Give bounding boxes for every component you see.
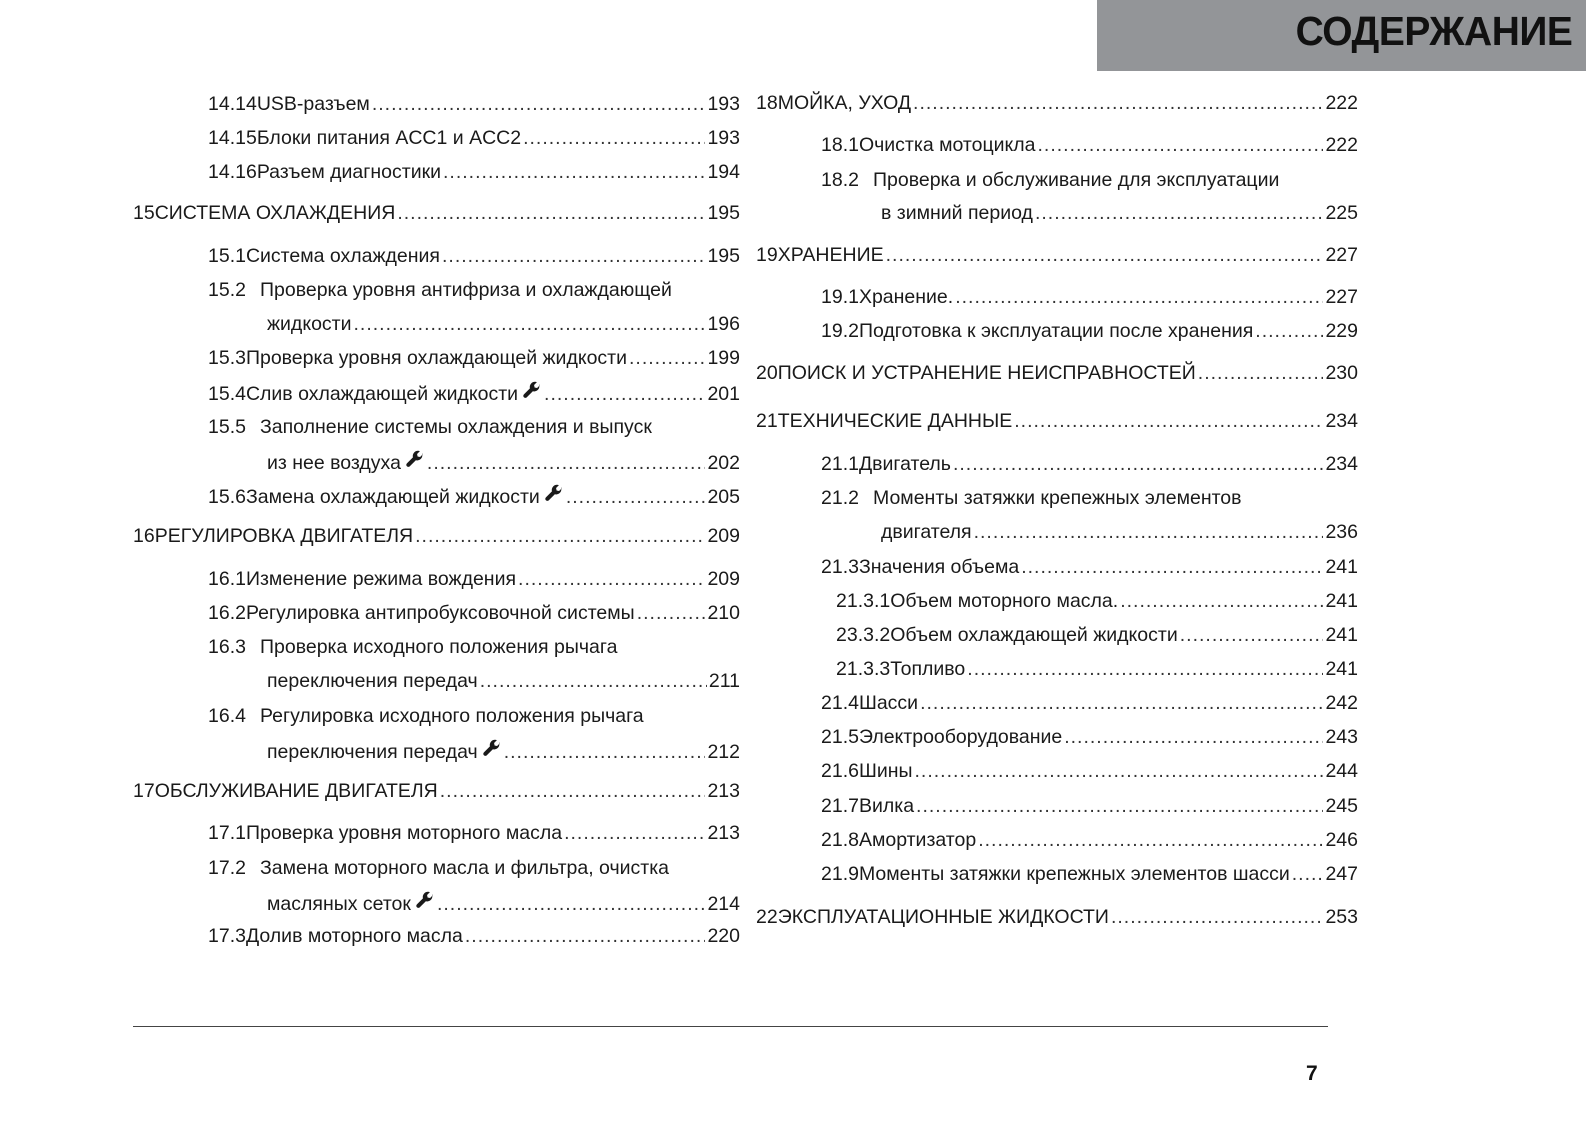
dot-leader [886, 243, 1324, 267]
toc-entry[interactable] [821, 168, 1279, 192]
toc-entry-title: из нее воздуха [267, 452, 401, 474]
toc-entry-title: Моменты затяжки крепежных элементов шасси [858, 863, 1290, 885]
toc-entry-title: жидкости [267, 313, 352, 335]
toc-entry-title: Моменты затяжки крепежных элементов [873, 487, 1242, 509]
dot-leader [544, 382, 705, 406]
toc-entry-title: Изменение режима вождения [245, 568, 517, 590]
dot-leader [1292, 862, 1324, 886]
toc-entry[interactable] [208, 160, 740, 184]
toc-entry[interactable] [821, 828, 1358, 852]
toc-entry-number: 14.14 [208, 93, 257, 115]
toc-entry[interactable] [208, 92, 740, 116]
toc-entry-number: 16.2 [208, 602, 246, 624]
dot-leader [967, 657, 1323, 681]
toc-entry-page: 227 [1325, 286, 1358, 308]
toc-entry-number: 21.1 [821, 453, 859, 475]
toc-entry-number: 14.16 [208, 161, 257, 183]
toc-entry-page: 247 [1325, 863, 1358, 885]
toc-entry-title: Двигатель [858, 453, 951, 475]
toc-entry-page: 234 [1325, 410, 1358, 432]
toc-entry-number: 17 [133, 780, 155, 802]
dot-leader [564, 821, 705, 845]
toc-entry-number: 17.2 [208, 857, 246, 879]
toc-section-entry[interactable] [756, 243, 1358, 267]
toc-section-entry[interactable] [756, 905, 1358, 929]
toc-entry-title: ТЕХНИЧЕСКИЕ ДАННЫЕ [777, 410, 1013, 432]
toc-entry[interactable] [836, 589, 1358, 613]
toc-entry-title: Заполнение системы охлаждения и выпуск [260, 416, 652, 438]
toc-entry-page: 241 [1325, 624, 1358, 646]
toc-entry-title: ПОИСК И УСТРАНЕНИЕ НЕИСПРАВНОСТЕЙ [777, 362, 1196, 384]
dot-leader [1180, 623, 1324, 647]
dot-leader [504, 740, 706, 764]
toc-entry[interactable] [267, 449, 740, 475]
dot-leader [1035, 201, 1324, 225]
toc-entry-title: РЕГУЛИРОВКА ДВИГАТЕЛЯ [154, 525, 414, 547]
toc-entry-number: 17.1 [208, 822, 246, 844]
toc-entry-title: переключения передач [267, 741, 478, 763]
toc-entry-title: Подготовка к эксплуатации после хранения [858, 320, 1254, 342]
toc-entry-title: ОБСЛУЖИВАНИЕ ДВИГАТЕЛЯ [154, 780, 438, 802]
toc-entry-title: Блоки питания ACC1 и ACC2 [256, 127, 522, 149]
toc-entry-page: 253 [1325, 906, 1358, 928]
dot-leader [916, 794, 1323, 818]
toc-entry-number: 19.2 [821, 320, 859, 342]
toc-entry-title: переключения передач [267, 670, 478, 692]
toc-entry-number: 18.1 [821, 134, 859, 156]
toc-entry-number: 21.5 [821, 726, 859, 748]
toc-entry-number: 21.9 [821, 863, 859, 885]
toc-entry[interactable] [208, 821, 740, 845]
toc-entry[interactable] [821, 862, 1358, 886]
toc-section-entry[interactable] [756, 361, 1358, 385]
toc-entry-title: Замена моторного масла и фильтра, очистка [260, 857, 670, 879]
toc-entry[interactable] [208, 704, 644, 728]
toc-entry-page: 241 [1325, 556, 1358, 578]
toc-entry-title: Проверка уровня антифриза и охлаждающей [260, 279, 672, 301]
dot-leader [629, 346, 705, 370]
dot-leader [427, 451, 706, 475]
toc-entry-number: 16.4 [208, 705, 246, 727]
dot-leader [1198, 361, 1324, 385]
dot-leader [1064, 725, 1323, 749]
dot-leader [920, 691, 1323, 715]
toc-entry[interactable] [267, 890, 740, 916]
toc-entry[interactable] [881, 201, 1358, 225]
toc-entry[interactable] [208, 924, 740, 948]
toc-entry-title: Система охлаждения [245, 245, 440, 267]
toc-entry[interactable] [836, 623, 1358, 647]
dot-leader [978, 828, 1323, 852]
toc-entry-page: 201 [707, 383, 740, 405]
page-title: СОДЕРЖАНИЕ [1295, 8, 1572, 54]
toc-entry-page: 241 [1325, 658, 1358, 680]
toc-entry-number: 21.4 [821, 692, 859, 714]
toc-entry-title: Вилка [858, 795, 915, 817]
toc-entry-title: Регулировка исходного положения рычага [260, 705, 644, 727]
toc-entry[interactable] [821, 285, 1358, 309]
toc-entry[interactable] [208, 856, 669, 880]
toc-entry-title: Объем моторного масла. [890, 590, 1119, 612]
toc-entry-number: 16 [133, 525, 155, 547]
toc-entry-page: 244 [1325, 760, 1358, 782]
toc-entry-page: 222 [1325, 134, 1358, 156]
dot-leader [566, 485, 706, 509]
toc-entry[interactable] [821, 555, 1358, 579]
toc-entry-page: 225 [1325, 202, 1358, 224]
toc-entry-page: 227 [1325, 244, 1358, 266]
footer-divider [133, 1026, 1328, 1027]
toc-entry-title: в зимний период [881, 202, 1033, 224]
toc-entry-title: USB-разъем [256, 93, 370, 115]
wrench-icon [544, 483, 564, 503]
toc-entry[interactable] [267, 669, 740, 693]
toc-entry[interactable] [821, 794, 1358, 818]
dot-leader [397, 201, 705, 225]
dot-leader [353, 312, 705, 336]
dot-leader [523, 126, 705, 150]
toc-entry-page: 205 [707, 486, 740, 508]
toc-entry-number: 23.3.2 [836, 624, 891, 646]
toc-entry-number: 15.2 [208, 279, 246, 301]
toc-entry-page: 196 [707, 313, 740, 335]
dot-leader [955, 285, 1323, 309]
toc-entry[interactable] [208, 278, 672, 302]
toc-entry-title: Электрооборудование [858, 726, 1063, 748]
toc-entry-number: 19.1 [821, 286, 859, 308]
toc-entry-number: 16.1 [208, 568, 246, 590]
toc-entry-page: 222 [1325, 92, 1358, 114]
toc-entry-title: МОЙКА, УХОД [777, 92, 912, 114]
toc-entry-page: 195 [707, 202, 740, 224]
toc-entry-number: 15.5 [208, 416, 246, 438]
dot-leader [1120, 589, 1323, 613]
dot-leader [1021, 555, 1323, 579]
toc-entry-title: масляных сеток [267, 893, 411, 915]
toc-entry-page: 194 [707, 161, 740, 183]
toc-entry-number: 18 [756, 92, 778, 114]
toc-entry-page: 213 [707, 780, 740, 802]
dot-leader [480, 669, 707, 693]
toc-entry-title: Объем охлаждающей жидкости [890, 624, 1178, 646]
toc-section-entry[interactable] [756, 409, 1358, 433]
toc-entry-number: 15.4 [208, 383, 246, 405]
toc-section-entry[interactable] [133, 779, 740, 803]
toc-entry[interactable] [208, 415, 652, 439]
toc-entry-number: 21.7 [821, 795, 859, 817]
dot-leader [1111, 905, 1324, 929]
toc-entry-number: 15.3 [208, 347, 246, 369]
toc-entry-number: 19 [756, 244, 778, 266]
toc-entry[interactable] [208, 567, 740, 591]
dot-leader [372, 92, 706, 116]
toc-entry-number: 21 [756, 410, 778, 432]
dot-leader [440, 779, 706, 803]
toc-entry[interactable] [821, 759, 1358, 783]
toc-entry-number: 21.3.3 [836, 658, 891, 680]
toc-entry[interactable] [208, 380, 740, 406]
dot-leader [1255, 319, 1323, 343]
toc-section-entry[interactable] [133, 201, 740, 225]
toc-entry[interactable] [821, 133, 1358, 157]
toc-entry-title: Шины [858, 760, 913, 782]
dot-leader [437, 892, 706, 916]
toc-entry-page: 242 [1325, 692, 1358, 714]
toc-entry-title: Амортизатор [858, 829, 977, 851]
toc-entry[interactable] [267, 312, 740, 336]
toc-entry-title: Слив охлаждающей жидкости [245, 383, 519, 405]
toc-entry[interactable] [821, 486, 1242, 510]
toc-entry-page: 234 [1325, 453, 1358, 475]
toc-entry[interactable] [821, 319, 1358, 343]
toc-entry-title: Шасси [858, 692, 919, 714]
wrench-icon [415, 890, 435, 910]
wrench-icon [522, 380, 542, 400]
toc-section-entry[interactable] [756, 91, 1358, 115]
toc-entry-number: 21.6 [821, 760, 859, 782]
wrench-icon [482, 738, 502, 758]
dot-leader [415, 524, 705, 548]
toc-entry-page: 241 [1325, 590, 1358, 612]
toc-entry-title: двигателя [881, 521, 972, 543]
toc-entry-title: Очистка мотоцикла [858, 134, 1036, 156]
page-number: 7 [1306, 1062, 1318, 1085]
toc-entry[interactable] [836, 657, 1358, 681]
toc-entry-number: 22 [756, 906, 778, 928]
toc-entry-page: 230 [1325, 362, 1358, 384]
toc-entry-page: 243 [1325, 726, 1358, 748]
toc-entry-title: Замена охлаждающей жидкости [245, 486, 540, 508]
toc-entry-number: 21.3 [821, 556, 859, 578]
toc-entry-page: 210 [707, 602, 740, 624]
toc-entry-page: 193 [707, 93, 740, 115]
toc-entry-number: 20 [756, 362, 778, 384]
toc-entry[interactable] [821, 691, 1358, 715]
toc-entry[interactable] [208, 244, 740, 268]
toc-entry-page: 229 [1325, 320, 1358, 342]
toc-entry-title: ХРАНЕНИЕ [777, 244, 884, 266]
toc-entry-number: 15 [133, 202, 155, 224]
toc-entry-title: Хранение. [858, 286, 954, 308]
toc-entry-page: 195 [707, 245, 740, 267]
toc-entry[interactable] [821, 725, 1358, 749]
toc-entry-page: 202 [707, 452, 740, 474]
dot-leader [518, 567, 705, 591]
toc-entry-number: 21.3.1 [836, 590, 891, 612]
header-banner [1097, 0, 1586, 71]
dot-leader [1038, 133, 1324, 157]
toc-entry-number: 21.8 [821, 829, 859, 851]
dot-leader [1014, 409, 1323, 433]
toc-entry-page: 193 [707, 127, 740, 149]
toc-entry-number: 16.3 [208, 636, 246, 658]
toc-section-entry[interactable] [133, 524, 740, 548]
toc-entry-page: 246 [1325, 829, 1358, 851]
toc-entry-page: 212 [707, 741, 740, 763]
toc-entry-page: 236 [1325, 521, 1358, 543]
toc-entry-number: 15.6 [208, 486, 246, 508]
toc-entry-page: 209 [707, 525, 740, 547]
toc-entry[interactable] [208, 601, 740, 625]
toc-entry-page: 209 [707, 568, 740, 590]
dot-leader [442, 244, 705, 268]
toc-entry-title: Регулировка антипробуксовочной системы [245, 602, 635, 624]
toc-entry[interactable] [267, 738, 740, 764]
dot-leader [915, 759, 1324, 783]
toc-entry-page: 214 [707, 893, 740, 915]
dot-leader [443, 160, 705, 184]
dot-leader [913, 91, 1323, 115]
dot-leader [953, 452, 1323, 476]
toc-entry[interactable] [208, 635, 617, 659]
toc-entry-title: Разъем диагностики [256, 161, 442, 183]
toc-entry-number: 15.1 [208, 245, 246, 267]
toc-entry[interactable] [208, 483, 740, 509]
dot-leader [974, 520, 1324, 544]
toc-entry-title: Проверка исходного положения рычага [260, 636, 618, 658]
toc-entry-number: 14.15 [208, 127, 257, 149]
toc-entry-title: Значения объема [858, 556, 1020, 578]
toc-entry-title: ЭКСПЛУАТАЦИОННЫЕ ЖИДКОСТИ [777, 906, 1109, 928]
toc-entry-page: 213 [707, 822, 740, 844]
toc-entry[interactable] [881, 520, 1358, 544]
toc-entry-title: СИСТЕМА ОХЛАЖДЕНИЯ [154, 202, 396, 224]
toc-entry-number: 18.2 [821, 169, 859, 191]
toc-entry-title: Проверка уровня охлаждающей жидкости [245, 347, 627, 369]
toc-entry-number: 17.3 [208, 925, 246, 947]
toc-entry[interactable] [208, 346, 740, 370]
toc-entry-page: 245 [1325, 795, 1358, 817]
toc-entry[interactable] [208, 126, 740, 150]
toc-entry-title: Топливо [890, 658, 966, 680]
toc-entry-number: 21.2 [821, 487, 859, 509]
toc-entry-page: 220 [707, 925, 740, 947]
toc-entry-page: 211 [708, 670, 740, 692]
toc-entry-title: Проверка и обслуживание для эксплуатации [873, 169, 1280, 191]
toc-entry-title: Проверка уровня моторного масла [245, 822, 563, 844]
toc-entry[interactable] [821, 452, 1358, 476]
dot-leader [465, 924, 706, 948]
wrench-icon [405, 449, 425, 469]
toc-entry-page: 199 [707, 347, 740, 369]
toc-entry-title: Долив моторного масла [245, 925, 463, 947]
dot-leader [637, 601, 706, 625]
